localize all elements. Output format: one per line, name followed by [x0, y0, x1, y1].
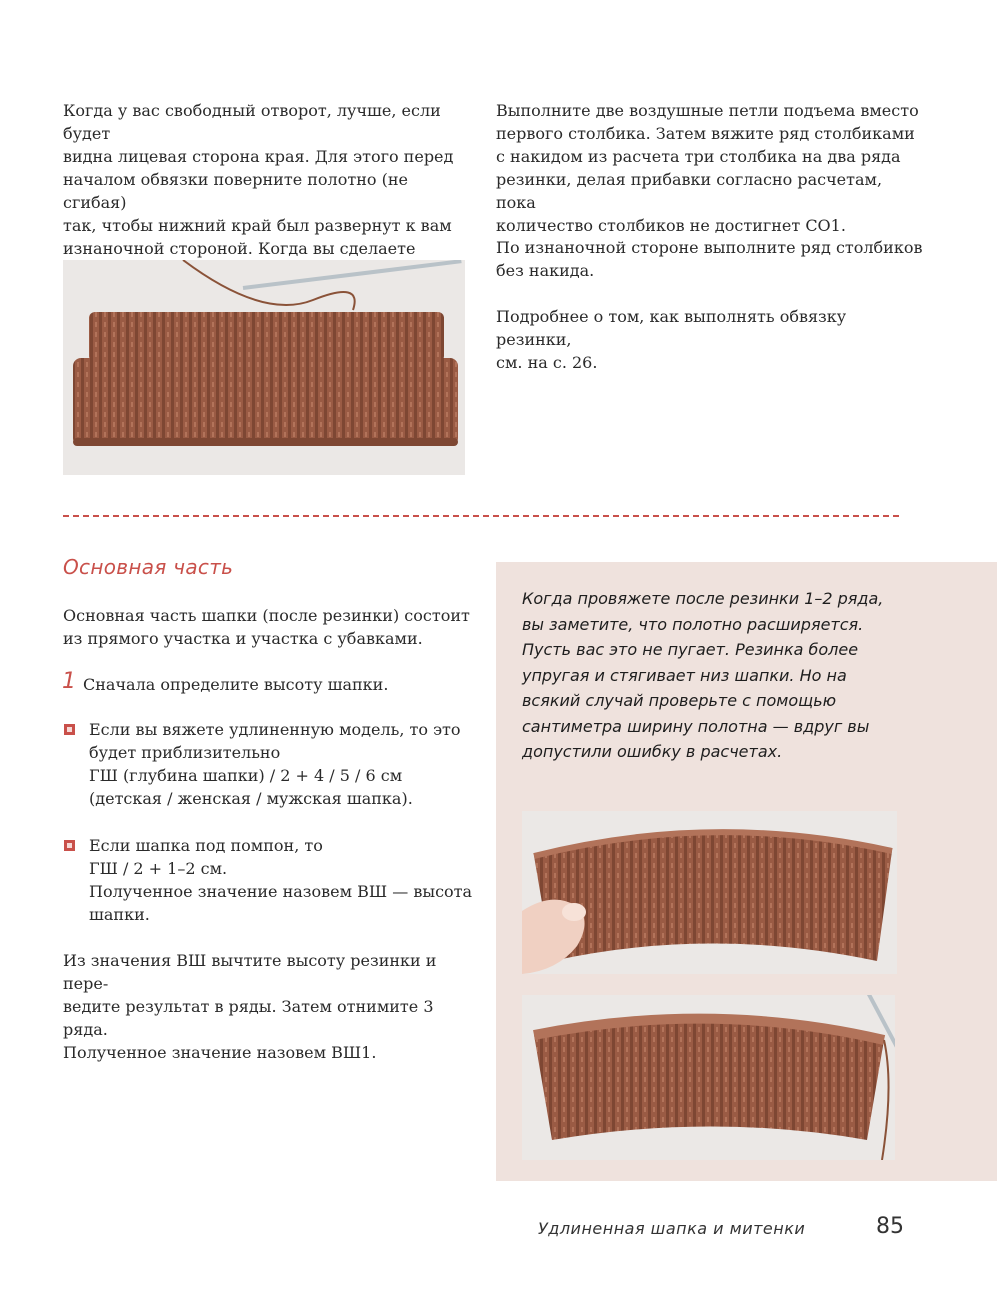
photo-curved-band-hand: [522, 811, 897, 974]
text-line: первого столбика. Затем вяжите ряд столбиками: [496, 124, 915, 143]
section-outro: [63, 949, 483, 1064]
section-intro: [63, 604, 483, 650]
page-number: 85: [876, 1214, 904, 1239]
text-line: Из значения ВШ вычтите высоту резинки и пере-: [63, 951, 437, 993]
note-line: допустили ошибку в расчетах.: [522, 742, 783, 761]
top-right-paragraph-1: [496, 99, 926, 237]
note-line: упругая и стягивает низ шапки. Но на: [522, 665, 847, 685]
bullet-1: [89, 718, 489, 810]
text-line: так, чтобы нижний край был развернут к вам: [63, 216, 452, 235]
text-line: Подробнее о том, как выполнять обвязку резинки,: [496, 307, 847, 349]
text-line: (детская / женская / мужская шапка).: [89, 789, 413, 808]
text-line: без накида.: [496, 261, 595, 280]
note-text: [522, 586, 890, 765]
text-line: Основная часть шапки (после резинки) состоит: [63, 606, 470, 625]
text-line: из прямого участка и участка с убавками.: [63, 629, 423, 648]
note-line: сантиметра ширину полотна — вдруг вы: [522, 716, 870, 736]
text-line: ведите результат в ряды. Затем отнимите 3 ряда.: [63, 997, 434, 1039]
bullet-square-icon: [64, 840, 75, 851]
text-line: см. на с. 26.: [496, 353, 598, 372]
text-line: будет приблизительно: [89, 743, 281, 762]
text-line: видна лицевая сторона края. Для этого перед: [63, 147, 454, 166]
note-line: вы заметите, что полотно расширяется.: [522, 614, 864, 634]
note-line: всякий случай проверьте с помощью: [522, 691, 837, 710]
section-divider: [63, 515, 899, 517]
step-text: Сначала определите высоту шапки.: [83, 675, 389, 694]
text-line: резинки, делая прибавки согласно расчетам, пока: [496, 170, 883, 212]
bullet-2: [89, 834, 489, 926]
text-line: Если вы вяжете удлиненную модель, то это: [89, 720, 461, 739]
note-line: Пусть вас это не пугает. Резинка более: [522, 640, 859, 659]
photo-ribbed-band-with-hook: [63, 260, 465, 475]
text-line: Когда у вас свободный отворот, лучше, если будет: [63, 101, 441, 143]
text-line: Если шапка под помпон, то: [89, 836, 323, 855]
text-line: Полученное значение назовем ВШ1.: [63, 1043, 377, 1062]
text-line: с накидом из расчета три столбика на два ряда: [496, 147, 901, 166]
text-line: По изнаночной стороне выполните ряд столбиков: [496, 238, 923, 257]
text-line: началом обвязки поверните полотно (не сгибая): [63, 170, 408, 212]
step-number: 1: [62, 669, 76, 694]
photo-band-with-hook: [522, 995, 895, 1160]
text-line: ГШ (глубина шапки) / 2 + 4 / 5 / 6 см: [89, 766, 403, 785]
section-title: Основная часть: [63, 555, 234, 579]
note-line: Когда провяжете после резинки 1–2 ряда,: [522, 589, 884, 608]
text-line: шапки.: [89, 905, 150, 924]
text-line: Полученное значение назовем ВШ — высота: [89, 882, 473, 901]
text-line: ГШ / 2 + 1–2 см.: [89, 859, 228, 878]
footer-title: Удлиненная шапка и митенки: [538, 1219, 806, 1238]
text-line: Выполните две воздушные петли подъема вместо: [496, 101, 919, 120]
top-right-paragraph-2: [496, 236, 926, 282]
text-line: количество столбиков не достигнет СО1.: [496, 216, 846, 235]
bullet-square-icon: [64, 724, 75, 735]
text-line: изнаночной стороной. Когда вы сделаете: [63, 239, 416, 258]
top-right-paragraph-3: [496, 305, 926, 374]
